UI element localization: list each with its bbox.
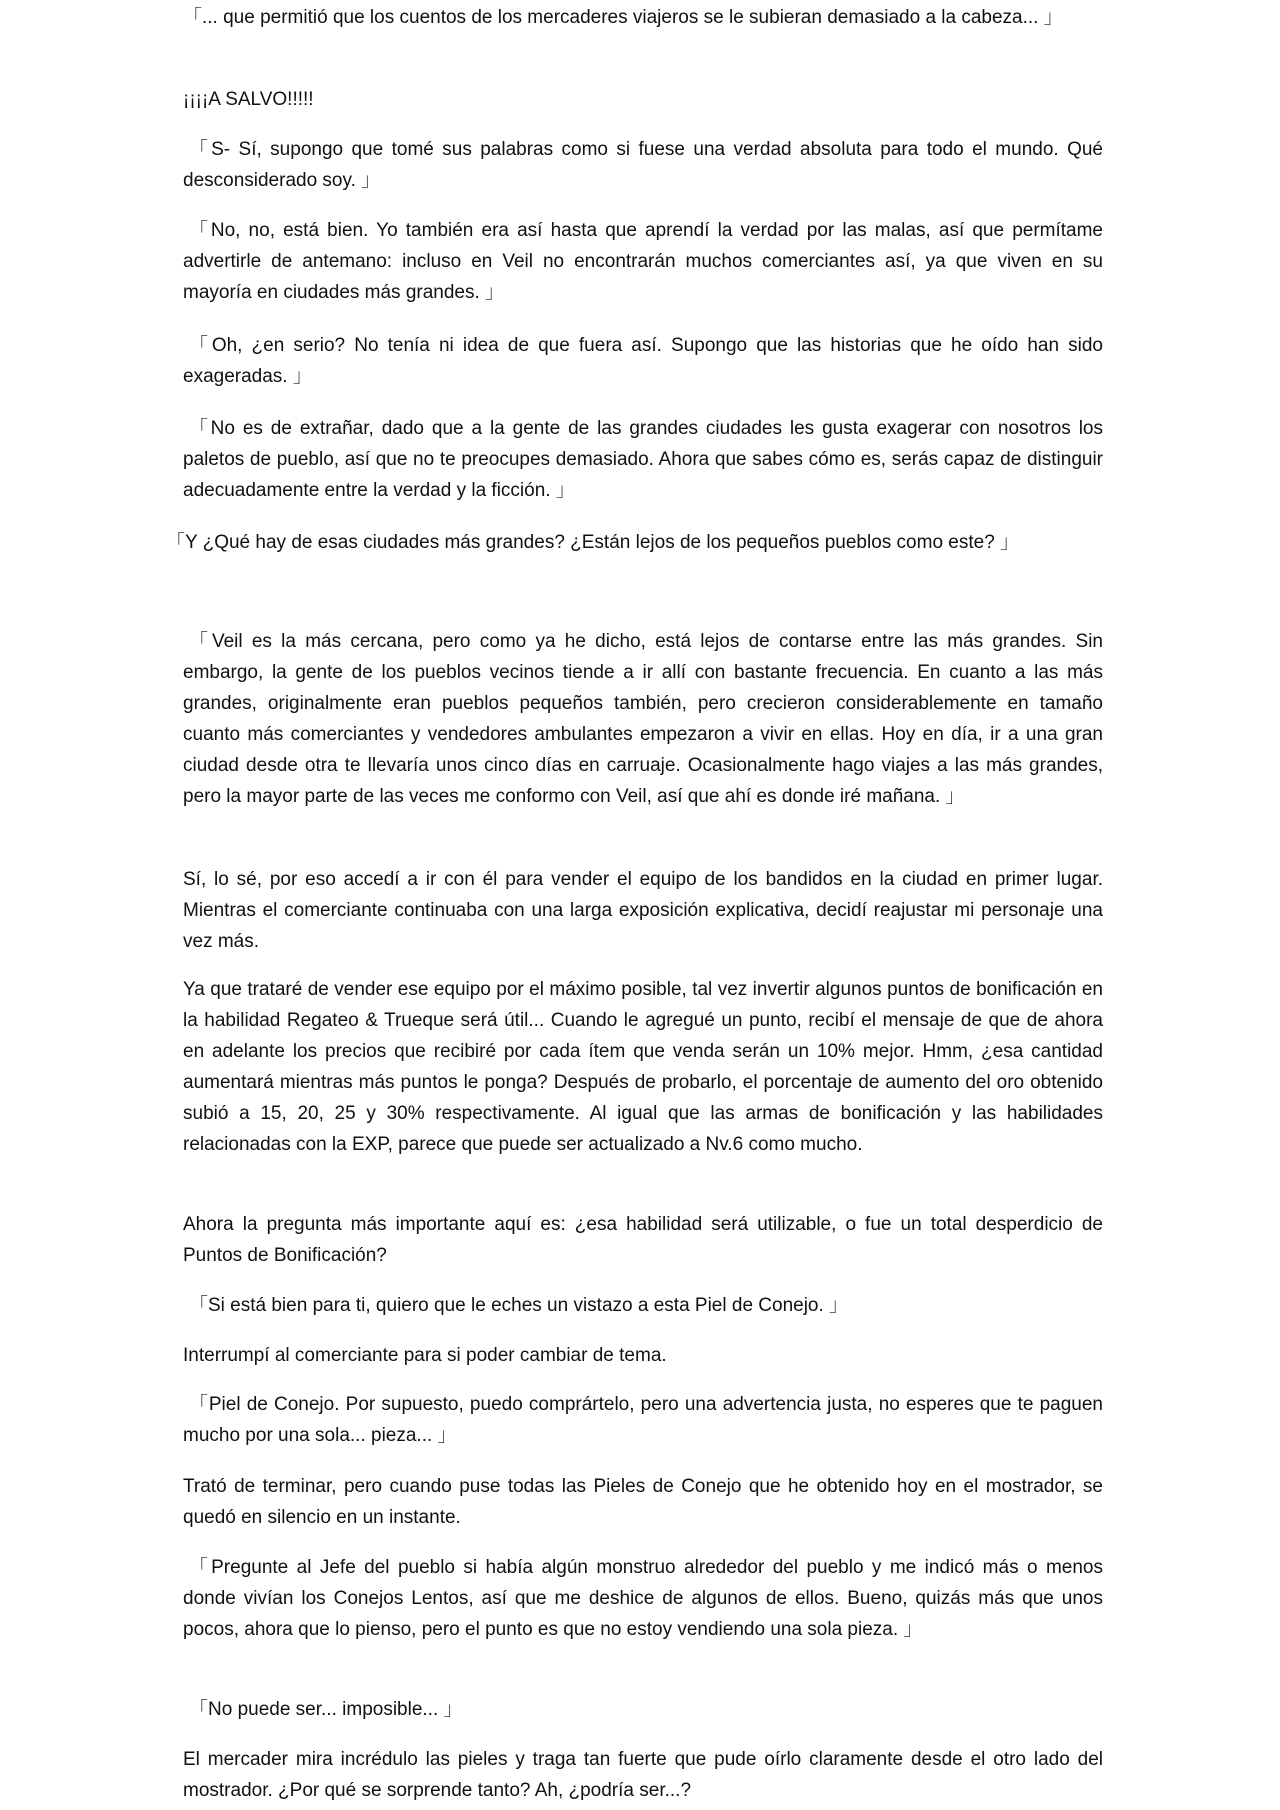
paragraph-16: 「Pregunte al Jefe del pueblo si había algún monstruo alrededor del pueblo y me indicó más o menos donde vivían los Conejos Lentos, así que me deshice de algunos de ellos. Bueno, quizás más que unos pocos, ahora que lo pienso, pero el punto es que no estoy vendiendo una sola pieza. 」 — [183, 1557, 1103, 1640]
paragraph-10: Ya que trataré de vender ese equipo por el máximo posible, tal vez invertir algunos puntos de bonificación en la habilidad Regateo & Trueque será útil... Cuando le agregué un punto, recibí el mensaje de que de ahora en adelante los precios que recibiré por cada ítem que venda serán un 10% mejor. Hmm, ¿esa cantidad aumentará mientras más puntos le ponga? Después de probarlo, el porcentaje de aumento del oro obtenido subió a 15, 20, 25 y 30% respectivamente. Al igual que las armas de bonificación y las habilidades relacionadas con la EXP, parece que puede ser actualizado a Nv.6 como mucho. — [183, 979, 1103, 1155]
paragraph-8: 「Veil es la más cercana, pero como ya he dicho, está lejos de contarse entre las más grandes. Sin embargo, la gente de los pueblos vecinos tiende a ir allí con bastante frecuencia. En cuanto a las más grandes, originalmente eran pueblos pequeños también, pero crecieron considerablemente en tamaño cuanto más comerciantes y vendedores ambulantes empezaron a vivir en ellas. Hoy en día, ir a una gran ciudad desde otra te llevaría unos cinco días en carruaje. Ocasionalmente hago viajes a las más grandes, pero la mayor parte de las veces me conformo con Veil, así que ahí es donde iré mañana. 」 — [183, 631, 1103, 807]
paragraph-5: 「Oh, ¿en serio? No tenía ni idea de que fuera así. Supongo que las historias que he oído han sido exageradas. 」 — [183, 335, 1103, 387]
paragraph-14: 「Piel de Conejo. Por supuesto, puedo comprártelo, pero una advertencia justa, no esperes que te paguen mucho por una sola... pieza... 」 — [183, 1394, 1103, 1446]
paragraph-7: 「Y ¿Qué hay de esas ciudades más grandes? ¿Están lejos de los pequeños pueblos como este? 」 — [166, 532, 1020, 553]
paragraph-6: 「No es de extrañar, dado que a la gente de las grandes ciudades les gusta exagerar con nosotros los paletos de pueblo, así que no te preocupes demasiado. Ahora que sabes cómo es, serás capaz de distinguir adecuadamente entre la verdad y la ficción. 」 — [183, 418, 1103, 501]
paragraph-17: 「No puede ser... imposible... 」 — [189, 1699, 463, 1720]
paragraph-18: El mercader mira incrédulo las pieles y traga tan fuerte que pude oírlo claramente desde el otro lado del mostrador. ¿Por qué se sorprende tanto? Ah, ¿podría ser...? — [183, 1749, 1103, 1801]
paragraph-1: 「... que permitió que los cuentos de los mercaderes viajeros se le subieran demasiado a la cabeza... 」 — [183, 7, 1063, 28]
paragraph-11: Ahora la pregunta más importante aquí es: ¿esa habilidad será utilizable, o fue un total desperdicio de Puntos de Bonificación? — [183, 1214, 1103, 1266]
paragraph-4: 「No, no, está bien. Yo también era así hasta que aprendí la verdad por las malas, así que permítame advertirle de antemano: incluso en Veil no encontrarán muchos comerciantes así, ya que viven en su mayoría en ciudades más grandes. 」 — [183, 220, 1103, 303]
paragraph-3: 「S- Sí, supongo que tomé sus palabras como si fuese una verdad absoluta para todo el mundo. Qué desconsiderado soy. 」 — [183, 139, 1103, 191]
paragraph-9: Sí, lo sé, por eso accedí a ir con él para vender el equipo de los bandidos en la ciudad en primer lugar. Mientras el comerciante continuaba con una larga exposición explicativa, decidí reajustar mi personaje una vez más. — [183, 869, 1103, 952]
paragraph-15: Trató de terminar, pero cuando puse todas las Pieles de Conejo que he obtenido hoy en el mostrador, se quedó en silencio en un instante. — [183, 1476, 1103, 1528]
paragraph-12: 「Si está bien para ti, quiero que le eches un vistazo a esta Piel de Conejo. 」 — [189, 1295, 849, 1316]
paragraph-2: ¡¡¡¡A SALVO!!!!! — [183, 89, 314, 110]
paragraph-13: Interrumpí al comerciante para si poder cambiar de tema. — [183, 1345, 667, 1366]
